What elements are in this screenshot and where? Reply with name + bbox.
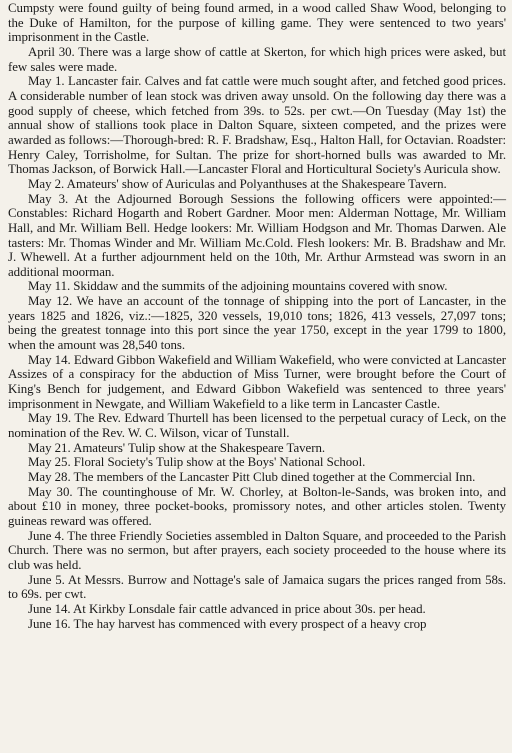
paragraph-may-1: May 1. Lancaster fair. Calves and fat cattle were much sought after, and fetched good prices. A considerable number of lean stock was driven away unsold. On the following day there was a good supply of cheese, which fetched from 39s. to 52s. per cwt.—On Tuesday (May 1st) the annual show of stallions took place in Dalton Square, sixteen competed, and the prizes were awarded as follows:—Thorough-bred: R. F. Bradshaw, Esq., Halton Hall, for Octavian. Roadster: Henry Caley, Torrisholme, for Sultan. The prize for short-horned bulls was awarded to Mr. Thomas Jackson, of Borwick Hall.—Lancaster Floral and Horticultural Society's Auricula show.: [8, 74, 506, 177]
paragraph-june-16: June 16. The hay harvest has commenced with every prospect of a heavy crop: [28, 616, 427, 631]
paragraph-may-12: May 12. We have an account of the tonnage of shipping into the port of Lancaster, in the years 1825 and 1826, viz.:—1825, 320 vessels, 19,010 tons; 1826, 413 vessels, 27,097 tons; being the greatest tonnage into this port since the year 1750, except in the year 1799 to 1800, when the amount was 28,540 tons.: [8, 294, 506, 353]
paragraph-june-14: June 14. At Kirkby Lonsdale fair cattle advanced in price about 30s. per head.: [28, 601, 426, 616]
paragraph-may-25: May 25. Floral Society's Tulip show at the Boys' National School.: [28, 455, 366, 470]
paragraph-june-4: June 4. The three Friendly Societies assembled in Dalton Square, and proceeded to the Parish Church. There was no sermon, but after prayers, each society proceeded to the house where its club was held.: [8, 528, 506, 572]
paragraph-april-30: April 30. There was a large show of cattle at Skerton, for which high prices were asked, but few sales were made.: [8, 44, 506, 74]
paragraph-may-21: May 21. Amateurs' Tulip show at the Shakespeare Tavern.: [28, 440, 326, 455]
paragraph-june-5: June 5. At Messrs. Burrow and Nottage's sale of Jamaica sugars the prices ranged from 58s. to 69s. per cwt.: [8, 572, 506, 602]
paragraph-may-28: May 28. The members of the Lancaster Pitt Club dined together at the Commercial Inn.: [28, 470, 476, 484]
paragraph-may-14: May 14. Edward Gibbon Wakefield and William Wakefield, who were convicted at Lancaster Assizes of a conspiracy for the abduction of Miss Turner, were brought before the Court of King's Bench for judgement, and Edward Gibbon Wakefield was sentenced to three years' imprisonment in Newgate, and William Wakefield to a like term in Lancaster Castle.: [8, 352, 506, 411]
paragraph-may-30: May 30. The countinghouse of Mr. W. Chorley, at Bolton-le-Sands, was broken into, and about £10 in money, three pocket-books, promissory notes, and other articles stolen. Twenty guineas reward was offered.: [8, 484, 506, 528]
paragraph-cumpsty-sentence: Cumpsty were found guilty of being found armed, in a wood called Shaw Wood, belonging to the Duke of Hamilton, for the purpose of killing game. They were sentenced to two years' imprisonment in the Castle.: [8, 1, 506, 45]
paragraph-may-3: May 3. At the Adjourned Borough Sessions the following officers were appointed:—Constables: Richard Hogarth and Robert Gardner. Moor men: Alderman Nottage, Mr. William Hall, and Mr. William Bell. Hedge lookers: Mr. William Hodgson and Mr. Thomas Darwen. Ale tasters: Mr. Thomas Winder and Mr. William Mc.Cold. Flesh lookers: Mr. B. Bradshaw and Mr. J. Whewell. At a further adjournment held on the 10th, Mr. Arthur Armstead was sworn in an additional moorman.: [8, 191, 506, 279]
paragraph-may-19: May 19. The Rev. Edward Thurtell has been licensed to the perpetual curacy of Leck, on the nomination of the Rev. W. C. Wilson, vicar of Tunstall.: [8, 411, 506, 441]
paragraph-may-2: May 2. Amateurs' show of Auriculas and Polyanthuses at the Shakespeare Tavern.: [28, 176, 447, 191]
paragraph-may-11: May 11. Skiddaw and the summits of the adjoining mountains covered with snow.: [28, 279, 448, 294]
